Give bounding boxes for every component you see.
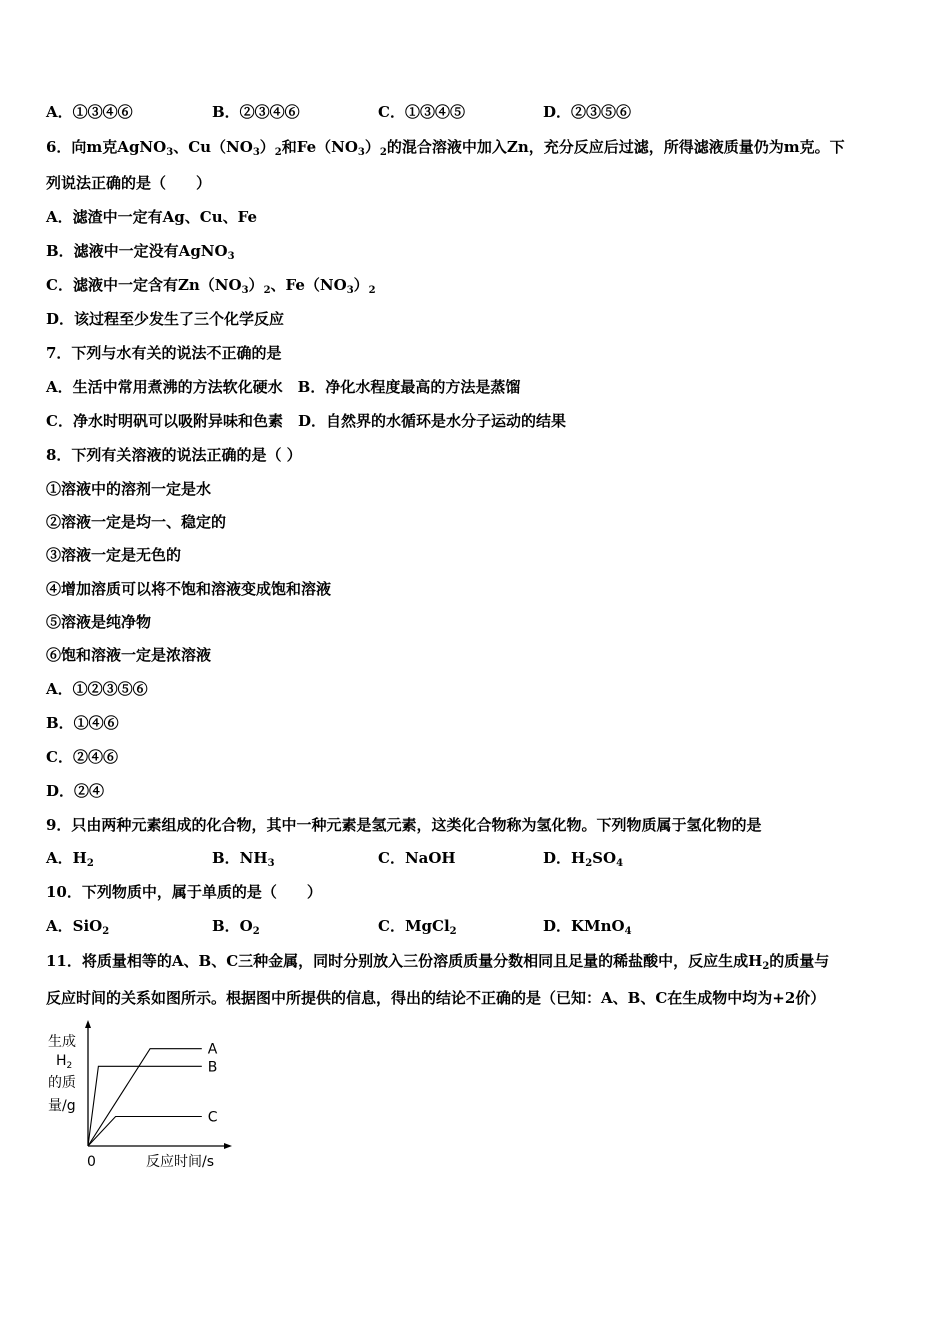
q11-graph: [40, 1020, 240, 1180]
q8-item-4: ④增加溶质可以将不饱和溶液变成饱和溶液: [46, 580, 332, 598]
y-label-line3: 的质: [48, 1075, 76, 1091]
q5-option-c: C．①③④⑤: [378, 103, 465, 121]
q11-stem-line2: 反应时间的关系如图所示。根据图中所提供的信息，得出的结论不正确的是（已知：A、B、C在生成物中均为+2价）: [46, 989, 826, 1007]
q8-option-c: C．②④⑥: [46, 748, 118, 766]
q6-option-a: A．滤渣中一定有Ag、Cu、Fe: [46, 208, 257, 226]
series-line-c: [88, 1117, 202, 1147]
y-axis-arrow: [85, 1020, 91, 1028]
y-label-line4: 量/g: [48, 1098, 76, 1114]
y-label-line1: 生成: [48, 1034, 76, 1050]
q8-item-5: ⑤溶液是纯净物: [46, 613, 152, 631]
q7-options-row2: C．净水时明矾可以吸附异味和色素 D．自然界的水循环是水分子运动的结果: [46, 412, 566, 430]
series-label-b: B: [207, 1059, 218, 1076]
q9-stem: 9．只由两种元素组成的化合物，其中一种元素是氢元素，这类化合物称为氢化物。下列物质属于氢化物的是: [46, 816, 762, 834]
q6-option-c: C．滤液中一定含有$Zn(NO_3)_2$、$Fe(NO_3)_2$: [46, 276, 376, 296]
x-axis-label: 反应时间/s: [146, 1154, 215, 1170]
q8-stem: 8．下列有关溶液的说法正确的是（ ）: [46, 446, 302, 464]
q5-option-b: B．②③④⑥: [212, 103, 300, 121]
series-label-c: C: [207, 1109, 218, 1126]
q10-option-c: C．MgCl$_2$: [378, 917, 457, 937]
q7-options-row1: A．生活中常用煮沸的方法软化硬水 B．净化水程度最高的方法是蒸馏: [46, 378, 521, 396]
origin-label: 0: [87, 1154, 96, 1170]
q8-option-d: D．②④: [46, 782, 105, 800]
q6-option-d: D．该过程至少发生了三个化学反应: [46, 310, 285, 328]
q8-item-3: ③溶液一定是无色的: [46, 546, 182, 564]
q8-item-2: ②溶液一定是均一、稳定的: [46, 513, 227, 531]
y-label-line2: $H_2$: [56, 1053, 73, 1071]
series-line-b: [88, 1066, 202, 1146]
q10-option-b: B．$O_2$: [212, 917, 260, 937]
q5-option-a: A．①③④⑥: [46, 103, 133, 121]
q8-option-a: A．①②③⑤⑥: [46, 680, 148, 698]
series-line-a: [88, 1049, 202, 1146]
q7-stem: 7．下列与水有关的说法不正确的是: [46, 344, 282, 362]
q10-option-a: A．SiO$_2$: [46, 917, 110, 937]
q9-option-b: B．$NH_3$: [212, 849, 275, 869]
q9-option-c: C．NaOH: [378, 849, 456, 867]
q10-option-d: D．KMnO$_4$: [543, 917, 632, 937]
series-label-a: A: [207, 1041, 218, 1058]
q9-option-a: A．$H_2$: [46, 849, 94, 869]
q6-stem-line1: 6．向m克AgNO$_3$、$Cu(NO_3)_2$和$Fe(NO_3)_2$的混合溶液中加入Zn，充分反应后过滤，所得滤液质量仍为m克。下: [46, 138, 845, 158]
q8-item-1: ①溶液中的溶剂一定是水: [46, 480, 212, 498]
q5-option-d: D．②③⑤⑥: [543, 103, 632, 121]
q6-stem-line2: 列说法正确的是（ ）: [46, 174, 212, 192]
q6-option-b: B．滤液中一定没有AgNO$_3$: [46, 242, 235, 262]
q9-option-d: D．$H_2SO_4$: [543, 849, 624, 869]
q8-item-6: ⑥饱和溶液一定是浓溶液: [46, 646, 212, 664]
q11-stem-line1: 11．将质量相等的A、B、C三种金属，同时分别放入三份溶质质量分数相同且足量的稀盐酸中，反应生成$H_2$的质量与: [46, 952, 830, 972]
q10-stem: 10．下列物质中，属于单质的是（ ）: [46, 883, 322, 901]
x-axis-arrow: [224, 1143, 232, 1149]
q8-option-b: B．①④⑥: [46, 714, 119, 732]
